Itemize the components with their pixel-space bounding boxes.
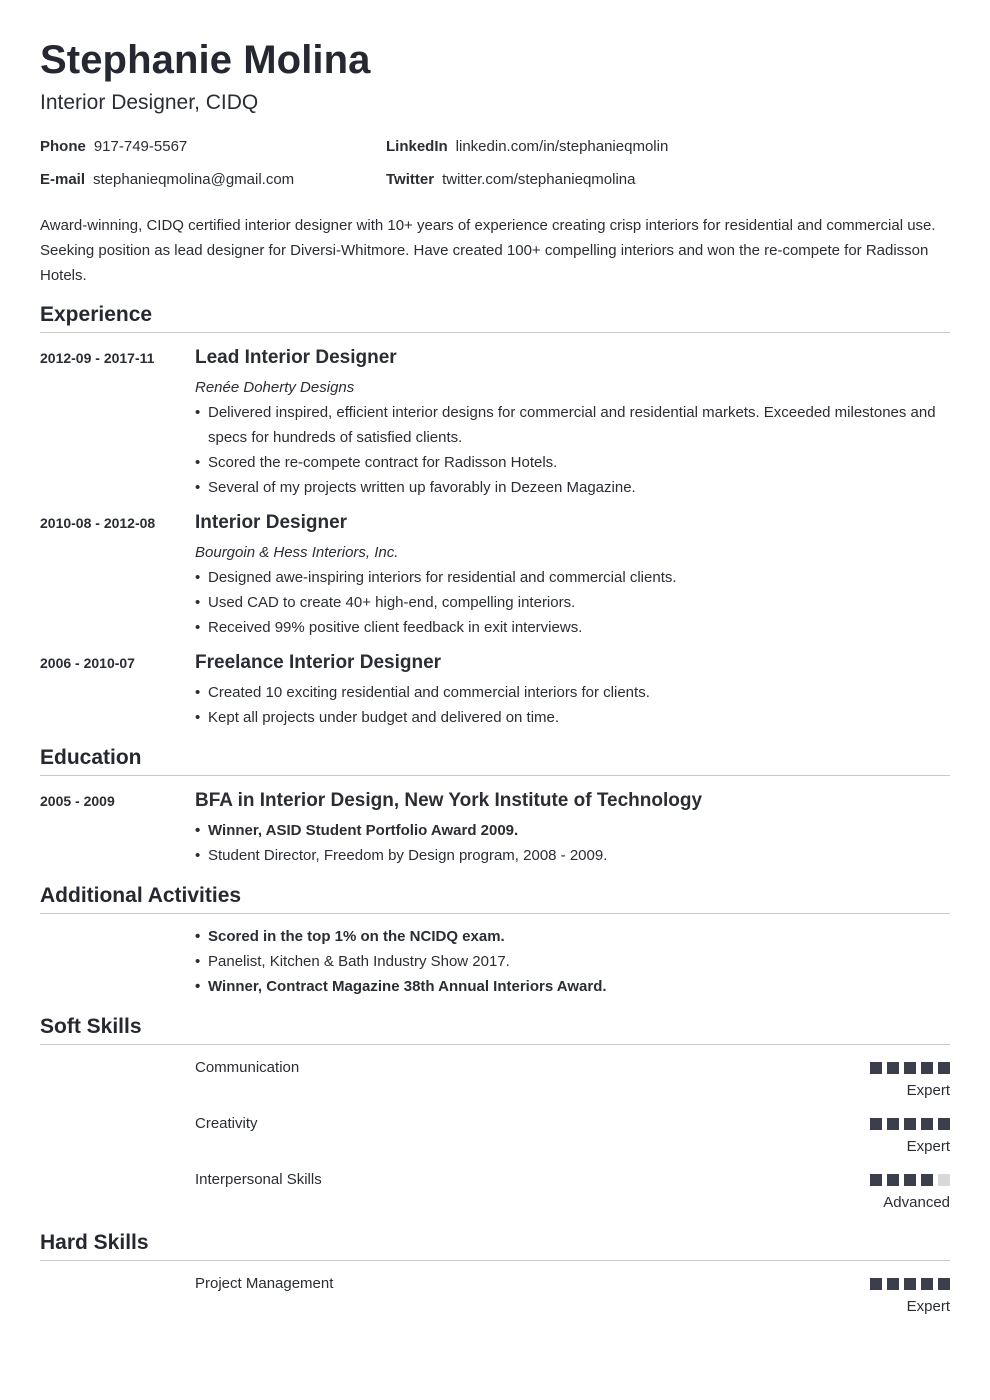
- skill-rating: [870, 1062, 950, 1074]
- experience-title: Interior Designer: [195, 512, 348, 533]
- skill-level: Expert: [906, 1138, 950, 1155]
- activity-bullet: • Panelist, Kitchen & Bath Industry Show 2017.: [195, 949, 950, 974]
- phone-label: Phone: [40, 138, 86, 155]
- rating-square-filled: [887, 1118, 899, 1130]
- experience-bullet: • Received 99% positive client feedback in exit interviews.: [195, 615, 950, 640]
- rating-square-filled: [870, 1278, 882, 1290]
- twitter-value[interactable]: twitter.com/stephanieqmolina: [442, 171, 636, 188]
- section-divider: [40, 775, 950, 776]
- rating-square-filled: [921, 1062, 933, 1074]
- summary-paragraph: Award-winning, CIDQ certified interior designer with 10+ years of experience creating crisp interiors for residential and commercial use. Seeking position as lead designer for Diversi-Whitmore. Have created 100+ compelling interiors and won the re-compete for Radisson Hotels.: [40, 217, 936, 284]
- candidate-name: Stephanie Molina: [40, 38, 371, 82]
- experience-bullet: • Used CAD to create 40+ high-end, compelling interiors.: [195, 590, 950, 615]
- rating-square-filled: [887, 1174, 899, 1186]
- experience-bullet: • Scored the re-compete contract for Radisson Hotels.: [195, 450, 950, 475]
- section-divider: [40, 1044, 950, 1045]
- experience-title: Freelance Interior Designer: [195, 652, 442, 673]
- section-title-soft-skills: Soft Skills: [40, 1015, 142, 1038]
- experience-title: Lead Interior Designer: [195, 347, 397, 368]
- rating-square-filled: [904, 1118, 916, 1130]
- rating-square-filled: [887, 1278, 899, 1290]
- experience-company: Bourgoin & Hess Interiors, Inc.: [195, 544, 399, 561]
- section-title-activities: Additional Activities: [40, 884, 242, 907]
- rating-square-filled: [870, 1118, 882, 1130]
- activity-bullet: • Scored in the top 1% on the NCIDQ exam.: [195, 924, 950, 949]
- experience-company: Renée Doherty Designs: [195, 379, 355, 396]
- skill-name: Creativity: [195, 1115, 258, 1132]
- experience-dates: 2012-09 - 2017-11: [40, 350, 155, 366]
- rating-square-filled: [938, 1062, 950, 1074]
- education-dates: 2005 - 2009: [40, 793, 115, 809]
- experience-dates: 2010-08 - 2012-08: [40, 515, 156, 531]
- experience-bullet: • Designed awe-inspiring interiors for residential and commercial clients.: [195, 565, 950, 590]
- skill-level: Advanced: [883, 1194, 950, 1211]
- contact-twitter: [386, 171, 636, 188]
- skill-rating: [870, 1278, 950, 1290]
- email-value[interactable]: stephanieqmolina@gmail.com: [93, 171, 295, 188]
- skill-level: Expert: [906, 1082, 950, 1099]
- activity-bullet: • Winner, Contract Magazine 38th Annual Interiors Award.: [195, 974, 950, 999]
- section-title-education: Education: [40, 746, 142, 769]
- rating-square-empty: [938, 1174, 950, 1186]
- rating-square-filled: [887, 1062, 899, 1074]
- rating-square-filled: [921, 1118, 933, 1130]
- education-bullet: • Student Director, Freedom by Design program, 2008 - 2009.: [195, 843, 950, 868]
- phone-value[interactable]: 917-749-5567: [93, 138, 188, 155]
- rating-square-filled: [904, 1278, 916, 1290]
- section-divider: [40, 1260, 950, 1261]
- rating-square-filled: [870, 1062, 882, 1074]
- linkedin-label: LinkedIn: [386, 138, 448, 155]
- education-bullet: • Winner, ASID Student Portfolio Award 2009.: [195, 818, 950, 843]
- experience-bullet: • Created 10 exciting residential and commercial interiors for clients.: [195, 680, 950, 705]
- experience-dates: 2006 - 2010-07: [40, 655, 135, 671]
- skill-name: Interpersonal Skills: [195, 1171, 322, 1188]
- rating-square-filled: [870, 1174, 882, 1186]
- contact-linkedin: [386, 138, 668, 155]
- candidate-title: Interior Designer, CIDQ: [40, 91, 259, 114]
- experience-bullet: • Delivered inspired, efficient interior designs for commercial and residential markets. Exceeded milestones and specs for hundreds of satisfied clients.: [195, 400, 950, 450]
- experience-bullet: • Several of my projects written up favorably in Dezeen Magazine.: [195, 475, 950, 500]
- education-title: BFA in Interior Design, New York Institute of Technology: [195, 790, 703, 811]
- rating-square-filled: [938, 1118, 950, 1130]
- linkedin-value[interactable]: linkedin.com/in/stephanieqmolin: [455, 138, 669, 155]
- skill-name: Project Management: [195, 1275, 334, 1292]
- skill-level: Expert: [906, 1298, 950, 1315]
- twitter-label: Twitter: [386, 171, 435, 188]
- skill-rating: [870, 1174, 950, 1186]
- contact-email: [40, 171, 294, 188]
- email-label: E-mail: [40, 171, 86, 188]
- rating-square-filled: [938, 1278, 950, 1290]
- section-title-hard-skills: Hard Skills: [40, 1231, 149, 1254]
- contact-phone: [40, 138, 187, 155]
- rating-square-filled: [904, 1062, 916, 1074]
- section-divider: [40, 913, 950, 914]
- section-title-experience: Experience: [40, 303, 153, 326]
- rating-square-filled: [921, 1174, 933, 1186]
- experience-bullet: • Kept all projects under budget and delivered on time.: [195, 705, 950, 730]
- rating-square-filled: [904, 1174, 916, 1186]
- section-divider: [40, 332, 950, 333]
- rating-square-filled: [921, 1278, 933, 1290]
- skill-name: Communication: [195, 1059, 300, 1076]
- skill-rating: [870, 1118, 950, 1130]
